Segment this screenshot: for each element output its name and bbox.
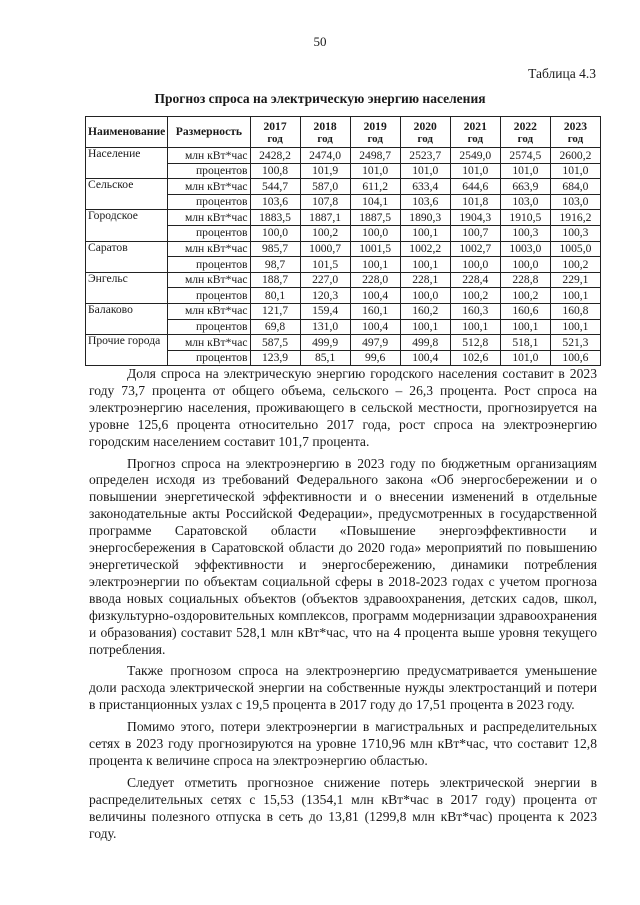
table-row bbox=[86, 303, 601, 319]
row-value: 100,0 bbox=[250, 225, 300, 241]
row-value: 100,0 bbox=[400, 288, 450, 304]
row-value: 100,0 bbox=[450, 257, 500, 273]
row-value: 2600,2 bbox=[550, 148, 600, 164]
row-value: 101,0 bbox=[500, 163, 550, 179]
table-row bbox=[86, 272, 601, 288]
table-row bbox=[86, 350, 601, 366]
row-unit: млн кВт*час bbox=[168, 335, 250, 351]
table-row bbox=[86, 288, 601, 304]
table-row bbox=[86, 257, 601, 273]
table-body bbox=[86, 148, 601, 366]
row-value: 85,1 bbox=[300, 350, 350, 366]
row-value: 228,0 bbox=[350, 272, 400, 288]
row-unit: млн кВт*час bbox=[168, 303, 250, 319]
row-value: 104,1 bbox=[350, 194, 400, 210]
row-value: 985,7 bbox=[250, 241, 300, 257]
row-value: 1904,3 bbox=[450, 210, 500, 226]
row-unit: млн кВт*час bbox=[168, 148, 250, 164]
table-row bbox=[86, 241, 601, 257]
row-value: 101,9 bbox=[300, 163, 350, 179]
row-value: 100,1 bbox=[400, 257, 450, 273]
header-year: 2022 год bbox=[500, 117, 550, 148]
table-header-row bbox=[86, 117, 601, 148]
row-unit: процентов bbox=[168, 350, 250, 366]
row-value: 101,8 bbox=[450, 194, 500, 210]
paragraph: Прогноз спроса на электроэнергию в 2023 году по бюджетным организациям определен исходя из требований Федерального закона «Об энергосбережении и о повышении энергетической эффективности и о внесении изменений в отдельные законодательные акты Российской Федерации», предусмотренных в государственной программе Саратовской области «Повышение энергоэффективности и энергосбережения в Саратовской области до 2020 года» мероприятий по повышению энергетической эффективности и энергосбережению, динамики потребления электроэнергии по объектам социальной сферы в 2018-2023 годах с учетом прогноза ввода новых социальных объектов (объектов здравоохранения, детских садов, школ, физкультурно-оздоровительных комплексов, программ модернизации здравоохранения и образования) составит 528,1 млн кВт*час, что на 4 процента выше уровня текущего потребления. bbox=[89, 455, 597, 657]
header-region: Наименование bbox=[86, 117, 168, 148]
row-value: 2574,5 bbox=[500, 148, 550, 164]
row-unit: процентов bbox=[168, 257, 250, 273]
row-value: 101,0 bbox=[400, 163, 450, 179]
row-value: 100,2 bbox=[550, 257, 600, 273]
row-unit: процентов bbox=[168, 288, 250, 304]
table-row bbox=[86, 210, 601, 226]
row-value: 684,0 bbox=[550, 179, 600, 195]
row-value: 101,5 bbox=[300, 257, 350, 273]
row-region bbox=[86, 163, 168, 179]
row-value: 188,7 bbox=[250, 272, 300, 288]
row-value: 69,8 bbox=[250, 319, 300, 335]
row-value: 103,0 bbox=[550, 194, 600, 210]
row-value: 100,0 bbox=[350, 225, 400, 241]
table-row bbox=[86, 179, 601, 195]
table-row bbox=[86, 163, 601, 179]
row-value: 103,6 bbox=[250, 194, 300, 210]
row-value: 100,1 bbox=[500, 319, 550, 335]
row-value: 100,1 bbox=[400, 319, 450, 335]
row-value: 100,2 bbox=[450, 288, 500, 304]
row-value: 663,9 bbox=[500, 179, 550, 195]
row-value: 160,3 bbox=[450, 303, 500, 319]
row-value: 107,8 bbox=[300, 194, 350, 210]
table-title: Прогноз спроса на электрическую энергию населения bbox=[154, 91, 486, 106]
row-value: 1001,5 bbox=[350, 241, 400, 257]
header-unit: Размерность bbox=[168, 117, 250, 148]
paragraph: Доля спроса на электрическую энергию городского населения составит в 2023 году 73,7 процента от общего объема, сельского – 26,3 процента. Рост спроса на электроэнергию населения, проживающего в сельской местности, прогнозируется на уровне 125,6 процента относительно 2017 года, рост спроса на электроэнергию городским населением составит 101,7 процента. bbox=[89, 366, 597, 449]
row-value: 521,3 bbox=[550, 335, 600, 351]
row-unit: млн кВт*час bbox=[168, 241, 250, 257]
row-value: 228,8 bbox=[500, 272, 550, 288]
row-unit: процентов bbox=[168, 319, 250, 335]
header-year: 2021 год bbox=[450, 117, 500, 148]
paragraph: Также прогнозом спроса на электроэнергию предусматривается уменьшение доли расхода электрической энергии на собственные нужды электростанций и потери в пристанционных узлах с 19,5 процента в 2017 году до 17,51 процента в 2023 году. bbox=[89, 663, 597, 713]
row-region: Балаково bbox=[86, 303, 168, 319]
row-value: 100,1 bbox=[550, 288, 600, 304]
row-region: Население bbox=[86, 148, 168, 164]
page-number: 50 bbox=[313, 34, 327, 49]
row-value: 120,3 bbox=[300, 288, 350, 304]
row-value: 100,1 bbox=[550, 319, 600, 335]
row-value: 228,1 bbox=[400, 272, 450, 288]
row-value: 1916,2 bbox=[550, 210, 600, 226]
row-value: 2523,7 bbox=[400, 148, 450, 164]
row-value: 100,3 bbox=[550, 225, 600, 241]
row-value: 160,2 bbox=[400, 303, 450, 319]
row-value: 160,1 bbox=[350, 303, 400, 319]
row-value: 512,8 bbox=[450, 335, 500, 351]
row-unit: млн кВт*час bbox=[168, 210, 250, 226]
row-region bbox=[86, 350, 168, 366]
row-value: 100,8 bbox=[250, 163, 300, 179]
row-value: 100,4 bbox=[350, 319, 400, 335]
row-value: 633,4 bbox=[400, 179, 450, 195]
row-value: 1000,7 bbox=[300, 241, 350, 257]
header-year: 2020 год bbox=[400, 117, 450, 148]
row-value: 102,6 bbox=[450, 350, 500, 366]
row-value: 497,9 bbox=[350, 335, 400, 351]
body-text bbox=[89, 366, 597, 847]
row-value: 131,0 bbox=[300, 319, 350, 335]
row-value: 98,7 bbox=[250, 257, 300, 273]
row-value: 228,4 bbox=[450, 272, 500, 288]
row-value: 103,0 bbox=[500, 194, 550, 210]
row-value: 160,8 bbox=[550, 303, 600, 319]
row-value: 100,3 bbox=[500, 225, 550, 241]
row-unit: млн кВт*час bbox=[168, 272, 250, 288]
header-year: 2017 год bbox=[250, 117, 300, 148]
row-unit: процентов bbox=[168, 194, 250, 210]
row-region bbox=[86, 257, 168, 273]
paragraph: Следует отметить прогнозное снижение потерь электрической энергии в распределительных сетях с 15,53 (1354,1 млн кВт*час в 2017 году) процента от величины полезного отпуска в сеть до 13,81 (1299,8 млн кВт*час) процента к 2023 году. bbox=[89, 774, 597, 841]
row-value: 1002,2 bbox=[400, 241, 450, 257]
row-region: Прочие города bbox=[86, 335, 168, 351]
row-value: 229,1 bbox=[550, 272, 600, 288]
row-value: 1887,1 bbox=[300, 210, 350, 226]
header-year: 2023 год bbox=[550, 117, 600, 148]
row-value: 2428,2 bbox=[250, 148, 300, 164]
row-value: 499,8 bbox=[400, 335, 450, 351]
table-row bbox=[86, 225, 601, 241]
table-row bbox=[86, 148, 601, 164]
row-value: 644,6 bbox=[450, 179, 500, 195]
row-region bbox=[86, 194, 168, 210]
row-value: 1005,0 bbox=[550, 241, 600, 257]
table-label: Таблица 4.3 bbox=[528, 66, 596, 81]
row-value: 1003,0 bbox=[500, 241, 550, 257]
row-unit: млн кВт*час bbox=[168, 179, 250, 195]
row-value: 80,1 bbox=[250, 288, 300, 304]
row-region bbox=[86, 225, 168, 241]
row-region: Городское bbox=[86, 210, 168, 226]
row-region bbox=[86, 319, 168, 335]
row-value: 100,4 bbox=[350, 288, 400, 304]
row-value: 101,0 bbox=[350, 163, 400, 179]
row-unit: процентов bbox=[168, 225, 250, 241]
row-value: 160,6 bbox=[500, 303, 550, 319]
row-value: 1887,5 bbox=[350, 210, 400, 226]
row-value: 544,7 bbox=[250, 179, 300, 195]
row-region: Саратов bbox=[86, 241, 168, 257]
row-value: 100,1 bbox=[450, 319, 500, 335]
header-year: 2018 год bbox=[300, 117, 350, 148]
row-value: 2498,7 bbox=[350, 148, 400, 164]
row-region: Сельское bbox=[86, 179, 168, 195]
row-value: 100,1 bbox=[400, 225, 450, 241]
row-value: 587,0 bbox=[300, 179, 350, 195]
row-value: 100,6 bbox=[550, 350, 600, 366]
row-value: 100,7 bbox=[450, 225, 500, 241]
header-year: 2019 год bbox=[350, 117, 400, 148]
row-value: 1883,5 bbox=[250, 210, 300, 226]
row-value: 100,4 bbox=[400, 350, 450, 366]
row-value: 1002,7 bbox=[450, 241, 500, 257]
row-value: 100,0 bbox=[500, 257, 550, 273]
row-region: Энгельс bbox=[86, 272, 168, 288]
row-value: 227,0 bbox=[300, 272, 350, 288]
row-value: 611,2 bbox=[350, 179, 400, 195]
row-value: 100,2 bbox=[500, 288, 550, 304]
row-value: 1890,3 bbox=[400, 210, 450, 226]
table-row bbox=[86, 319, 601, 335]
row-value: 2549,0 bbox=[450, 148, 500, 164]
row-value: 103,6 bbox=[400, 194, 450, 210]
row-value: 101,0 bbox=[550, 163, 600, 179]
row-value: 100,2 bbox=[300, 225, 350, 241]
row-value: 101,0 bbox=[450, 163, 500, 179]
row-value: 101,0 bbox=[500, 350, 550, 366]
row-value: 99,6 bbox=[350, 350, 400, 366]
row-value: 518,1 bbox=[500, 335, 550, 351]
row-unit: процентов bbox=[168, 163, 250, 179]
table-row bbox=[86, 335, 601, 351]
row-value: 121,7 bbox=[250, 303, 300, 319]
row-region bbox=[86, 288, 168, 304]
table-row bbox=[86, 194, 601, 210]
row-value: 587,5 bbox=[250, 335, 300, 351]
row-value: 1910,5 bbox=[500, 210, 550, 226]
row-value: 123,9 bbox=[250, 350, 300, 366]
row-value: 499,9 bbox=[300, 335, 350, 351]
row-value: 100,1 bbox=[350, 257, 400, 273]
paragraph: Помимо этого, потери электроэнергии в магистральных и распределительных сетях в 2023 году прогнозируются на уровне 1710,96 млн кВт*час, что составит 12,8 процента к величине спроса на электроэнергию областью. bbox=[89, 719, 597, 768]
forecast-table bbox=[85, 116, 601, 366]
row-value: 159,4 bbox=[300, 303, 350, 319]
row-value: 2474,0 bbox=[300, 148, 350, 164]
